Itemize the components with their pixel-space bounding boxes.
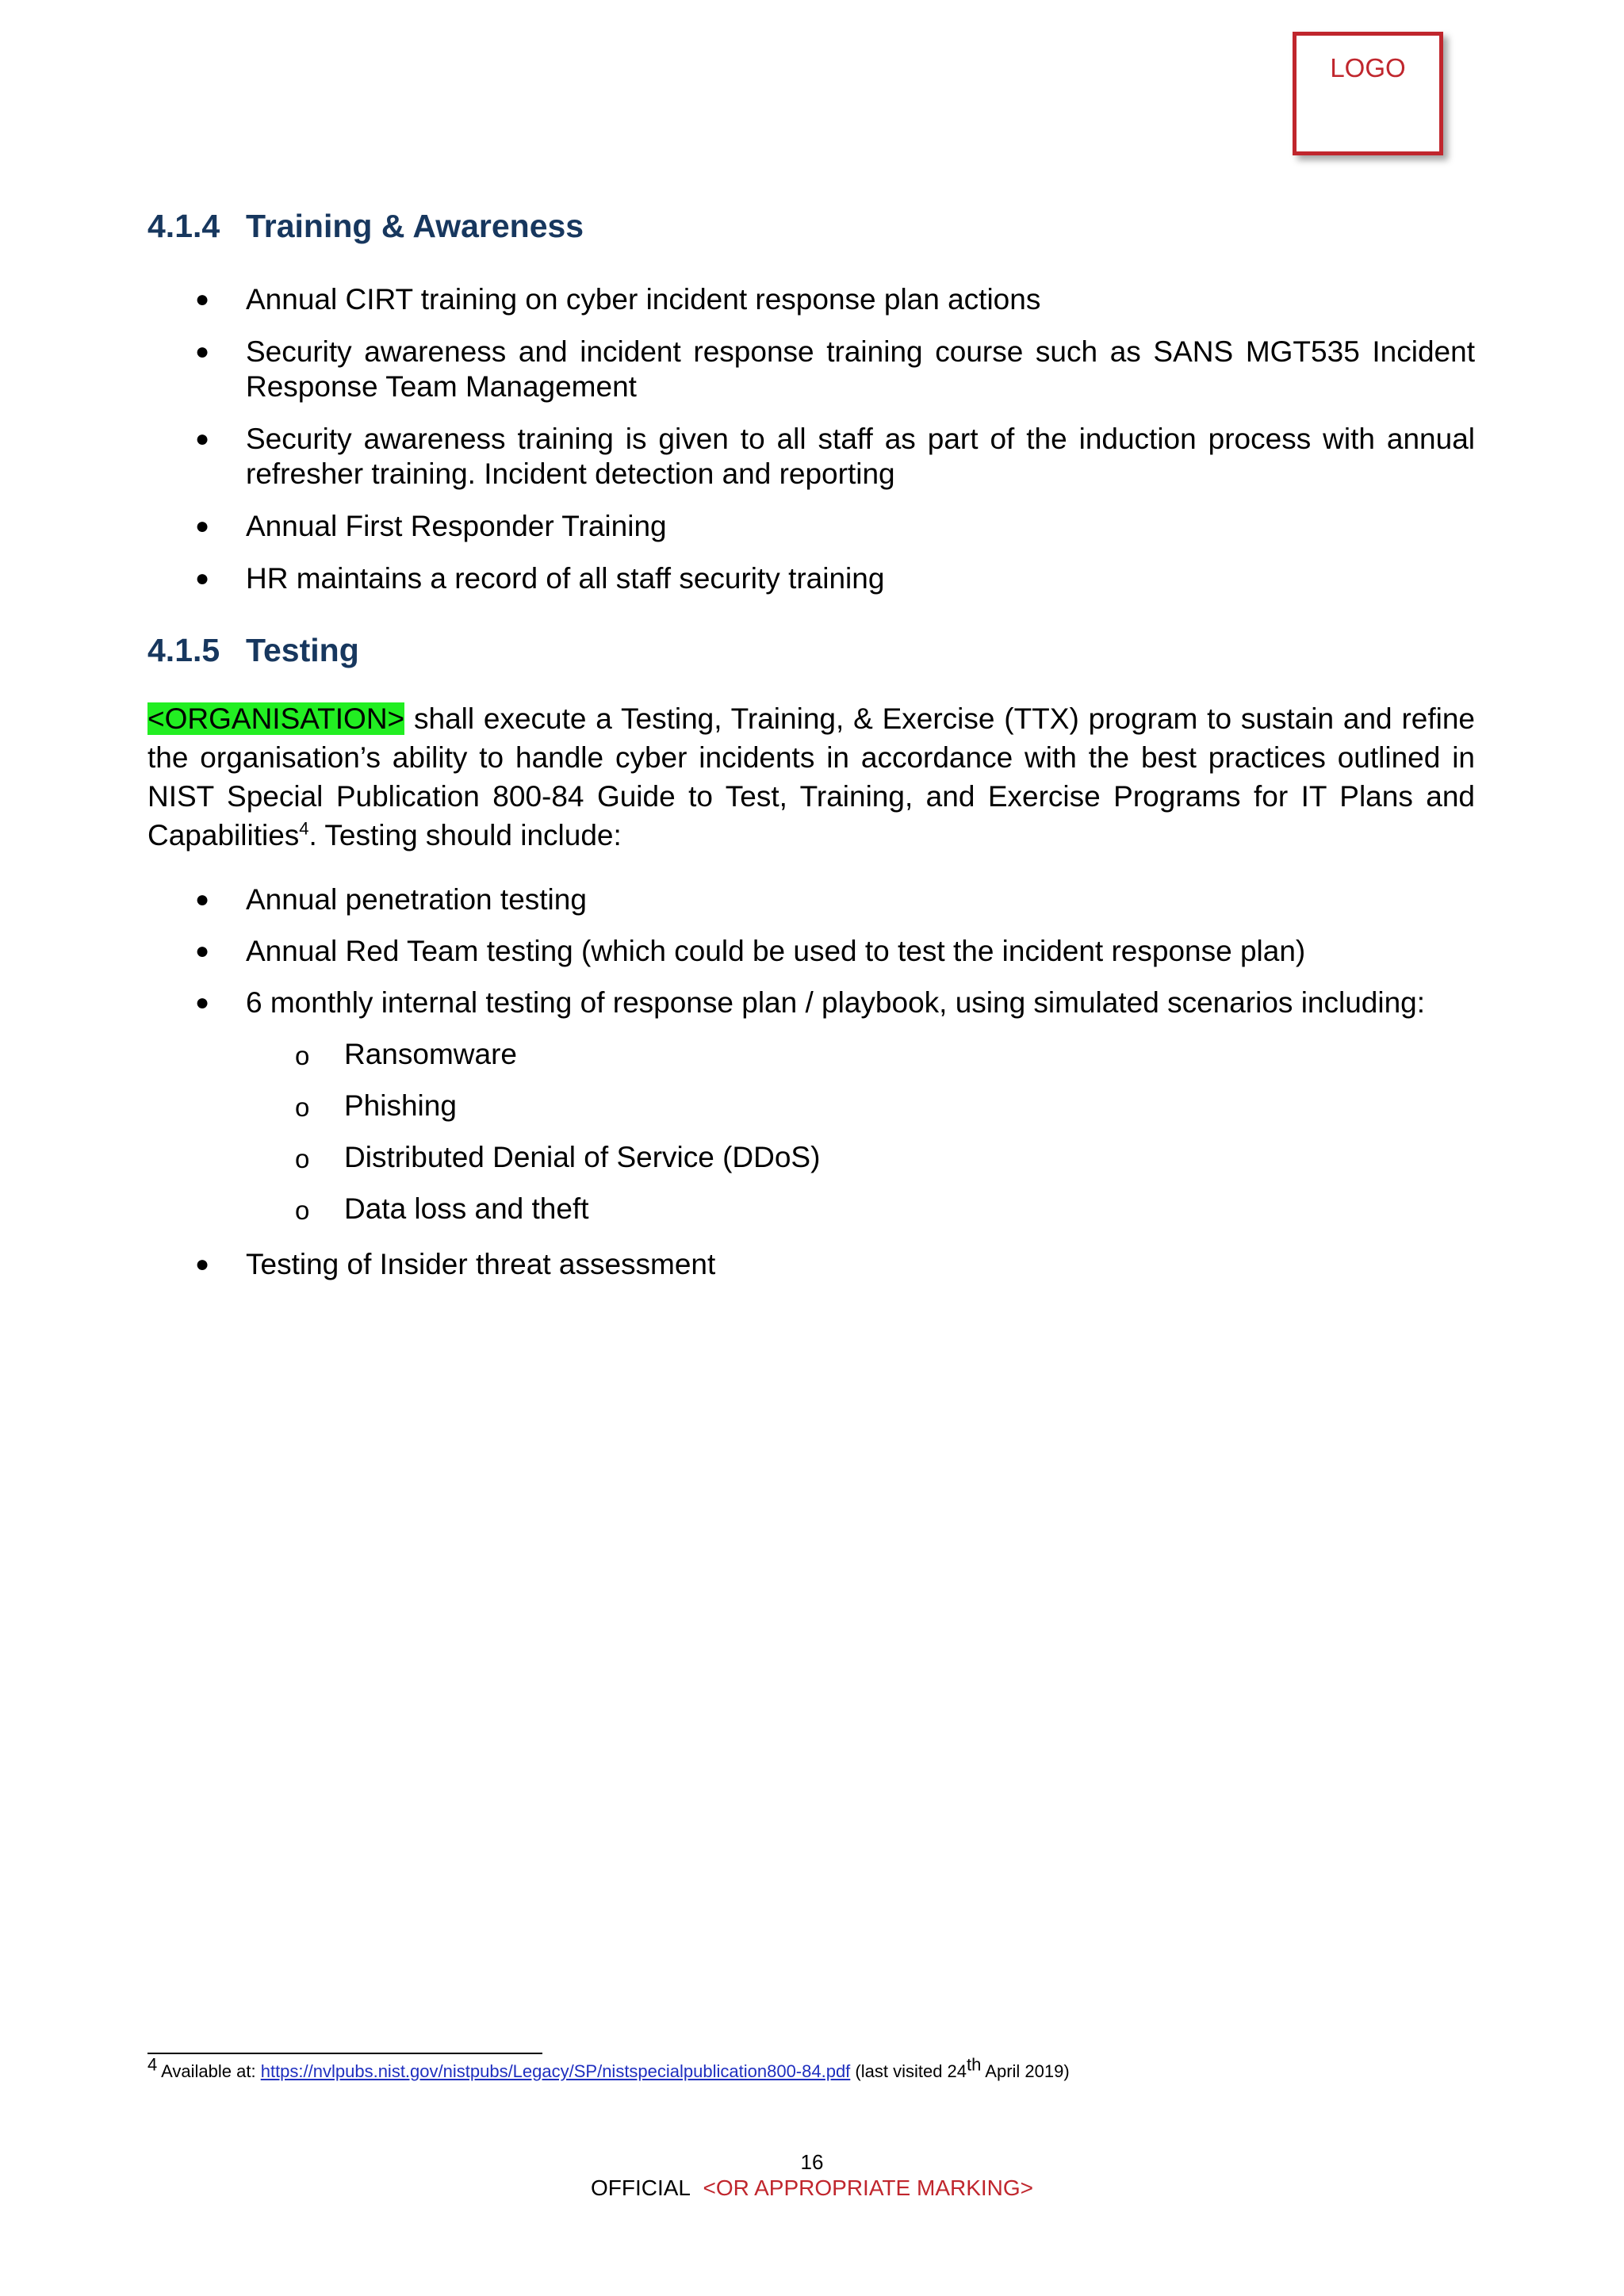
footnote-suffix-end: April 2019) [981, 2061, 1070, 2081]
testing-list-last [147, 1247, 1475, 1282]
sub-list-item [147, 1140, 1475, 1175]
paragraph-text: shall execute a Testing, Training, & Exercise (TTX) program to sustain and refine the organisation’s ability to handle cyber incidents in accordance with the best practices outlined in NIST Special Publication 800-84 Guide to Test, Training, and Exercise Programs for IT Plans and Capabilities [147, 702, 1475, 851]
sub-list-item-text: Ransomware [344, 1038, 517, 1070]
footnote-link[interactable]: https://nvlpubs.nist.gov/nistpubs/Legacy/SP/nistspecialpublication800-84.pdf [260, 2061, 851, 2081]
security-marking [0, 2175, 1624, 2201]
list-item-text: HR maintains a record of all staff security training [246, 562, 885, 595]
bullet-icon: ● [195, 513, 210, 539]
list-item-text: Testing of Insider threat assessment [246, 1248, 716, 1280]
list-item [147, 335, 1475, 404]
list-item-text: Annual First Responder Training [246, 510, 667, 542]
footnote-prefix: Available at: [157, 2061, 261, 2081]
heading-title: Training & Awareness [246, 208, 584, 244]
sub-list-item-text: Phishing [344, 1089, 457, 1122]
bullet-icon: ● [195, 989, 210, 1016]
bullet-icon: ● [195, 1251, 210, 1277]
footnote-number: 4 [147, 2054, 158, 2075]
sub-list-item-text: Data loss and theft [344, 1192, 589, 1225]
scenario-sub-list [147, 1037, 1475, 1226]
circle-bullet-icon: o [295, 1093, 310, 1122]
logo-placeholder [1293, 32, 1443, 155]
page-number: 16 [800, 2150, 824, 2174]
bullet-icon: ● [195, 938, 210, 964]
heading-number: 4.1.5 [147, 632, 220, 668]
circle-bullet-icon: o [295, 1144, 310, 1173]
heading-testing [147, 632, 359, 669]
circle-bullet-icon: o [295, 1041, 310, 1070]
footnote-reference[interactable]: 4 [299, 818, 309, 839]
list-item [147, 422, 1475, 492]
circle-bullet-icon: o [295, 1196, 310, 1225]
list-item [147, 561, 1475, 596]
sub-list-item-text: Distributed Denial of Service (DDoS) [344, 1141, 821, 1173]
bullet-icon: ● [195, 339, 210, 365]
organisation-placeholder-highlight: <ORGANISATION> [147, 702, 405, 735]
list-item [147, 509, 1475, 544]
sub-list-item [147, 1037, 1475, 1072]
list-item [147, 882, 1475, 917]
footnote-suffix: (last visited 24 [850, 2061, 967, 2081]
testing-list [147, 882, 1475, 1037]
list-item-text: Security awareness training is given to all staff as part of the induction process with annual refresher training. Incident detection and reporting [246, 423, 1475, 490]
footnote-separator [147, 2053, 542, 2054]
list-item-text: 6 monthly internal testing of response plan / playbook, using simulated scenarios including: [246, 986, 1426, 1019]
sub-list-item [147, 1089, 1475, 1123]
list-item-text: Security awareness and incident response training course such as SANS MGT535 Incident Response Team Management [246, 335, 1475, 403]
list-item [147, 985, 1475, 1020]
appropriate-marking-label: <OR APPROPRIATE MARKING> [703, 2175, 1034, 2200]
footnote [147, 2054, 1070, 2082]
list-item [147, 282, 1475, 317]
heading-training-awareness [147, 208, 584, 245]
official-label: OFFICIAL [590, 2175, 691, 2200]
paragraph-text-end: . Testing should include: [308, 819, 622, 851]
footnote-ordinal: th [967, 2054, 982, 2075]
training-list [147, 282, 1475, 596]
sub-list-item [147, 1192, 1475, 1226]
heading-title: Testing [246, 632, 359, 668]
list-item [147, 1247, 1475, 1282]
bullet-icon: ● [195, 886, 210, 913]
bullet-icon: ● [195, 286, 210, 312]
list-item-text: Annual penetration testing [246, 883, 587, 916]
heading-number: 4.1.4 [147, 208, 220, 244]
testing-paragraph [147, 699, 1475, 855]
logo-text: LOGO [1330, 53, 1406, 82]
bullet-icon: ● [195, 565, 210, 591]
list-item [147, 934, 1475, 969]
list-item-text: Annual Red Team testing (which could be used to test the incident response plan) [246, 935, 1306, 967]
list-item-text: Annual CIRT training on cyber incident response plan actions [246, 283, 1041, 316]
bullet-icon: ● [195, 426, 210, 452]
